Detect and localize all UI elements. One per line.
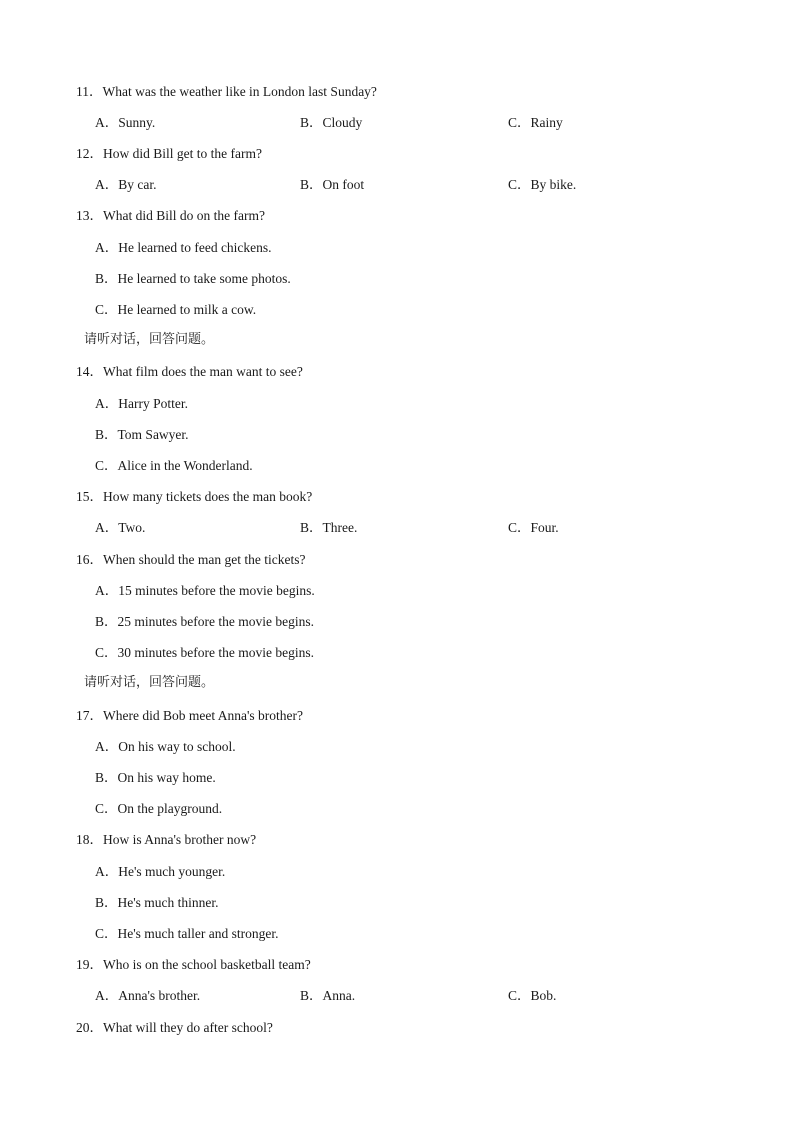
question-16-option-b[interactable]: B．25 minutes before the movie begins. [95,614,314,629]
question-12-option-b[interactable]: B．On foot [300,177,365,192]
question-13-option-b[interactable]: B．He learned to take some photos. [95,271,291,286]
question-16-stem: 16．When should the man get the tickets? [76,552,306,567]
question-18-option-c[interactable]: C．He's much taller and stronger. [95,926,279,941]
question-15-option-c[interactable]: C．Four. [508,520,559,535]
question-14-stem: 14．What film does the man want to see? [76,364,303,379]
question-12-option-a[interactable]: A．By car. [95,177,157,192]
question-11-option-a[interactable]: A．Sunny. [95,115,156,130]
question-13-stem: 13．What did Bill do on the farm? [76,208,265,223]
question-17-option-a[interactable]: A．On his way to school. [95,739,236,754]
question-14-option-c[interactable]: C．Alice in the Wonderland. [95,458,253,473]
question-17-stem: 17．Where did Bob meet Anna's brother? [76,708,303,723]
question-16-option-c[interactable]: C．30 minutes before the movie begins. [95,645,314,660]
question-17-option-c[interactable]: C．On the playground. [95,801,223,816]
question-15-option-b[interactable]: B．Three. [300,520,358,535]
question-13-option-a[interactable]: A．He learned to feed chickens. [95,240,272,255]
question-19-option-a[interactable]: A．Anna's brother. [95,988,201,1003]
question-14-option-a[interactable]: A．Harry Potter. [95,396,188,411]
question-12-option-c[interactable]: C．By bike. [508,177,577,192]
question-15-stem: 15．How many tickets does the man book? [76,489,313,504]
question-19-option-b[interactable]: B．Anna. [300,988,356,1003]
question-18-option-a[interactable]: A．He's much younger. [95,864,226,879]
question-18-stem: 18．How is Anna's brother now? [76,832,257,847]
question-17-option-b[interactable]: B．On his way home. [95,770,216,785]
question-19-stem: 19．Who is on the school basketball team? [76,957,311,972]
question-16-option-a[interactable]: A．15 minutes before the movie begins. [95,583,315,598]
question-19-option-c[interactable]: C．Bob. [508,988,557,1003]
question-11-option-b[interactable]: B．Cloudy [300,115,363,130]
section-instruction: 请听对话，回答问题。 [84,332,215,347]
section-instruction: 请听对话，回答问题。 [84,675,215,690]
question-11-stem: 11．What was the weather like in London last Sunday? [76,84,377,99]
question-14-option-b[interactable]: B．Tom Sawyer. [95,427,189,442]
question-18-option-b[interactable]: B．He's much thinner. [95,895,219,910]
question-11-option-c[interactable]: C．Rainy [508,115,563,130]
question-12-stem: 12．How did Bill get to the farm? [76,146,262,161]
question-20-stem: 20．What will they do after school? [76,1020,273,1035]
question-15-option-a[interactable]: A．Two. [95,520,146,535]
question-13-option-c[interactable]: C．He learned to milk a cow. [95,302,257,317]
